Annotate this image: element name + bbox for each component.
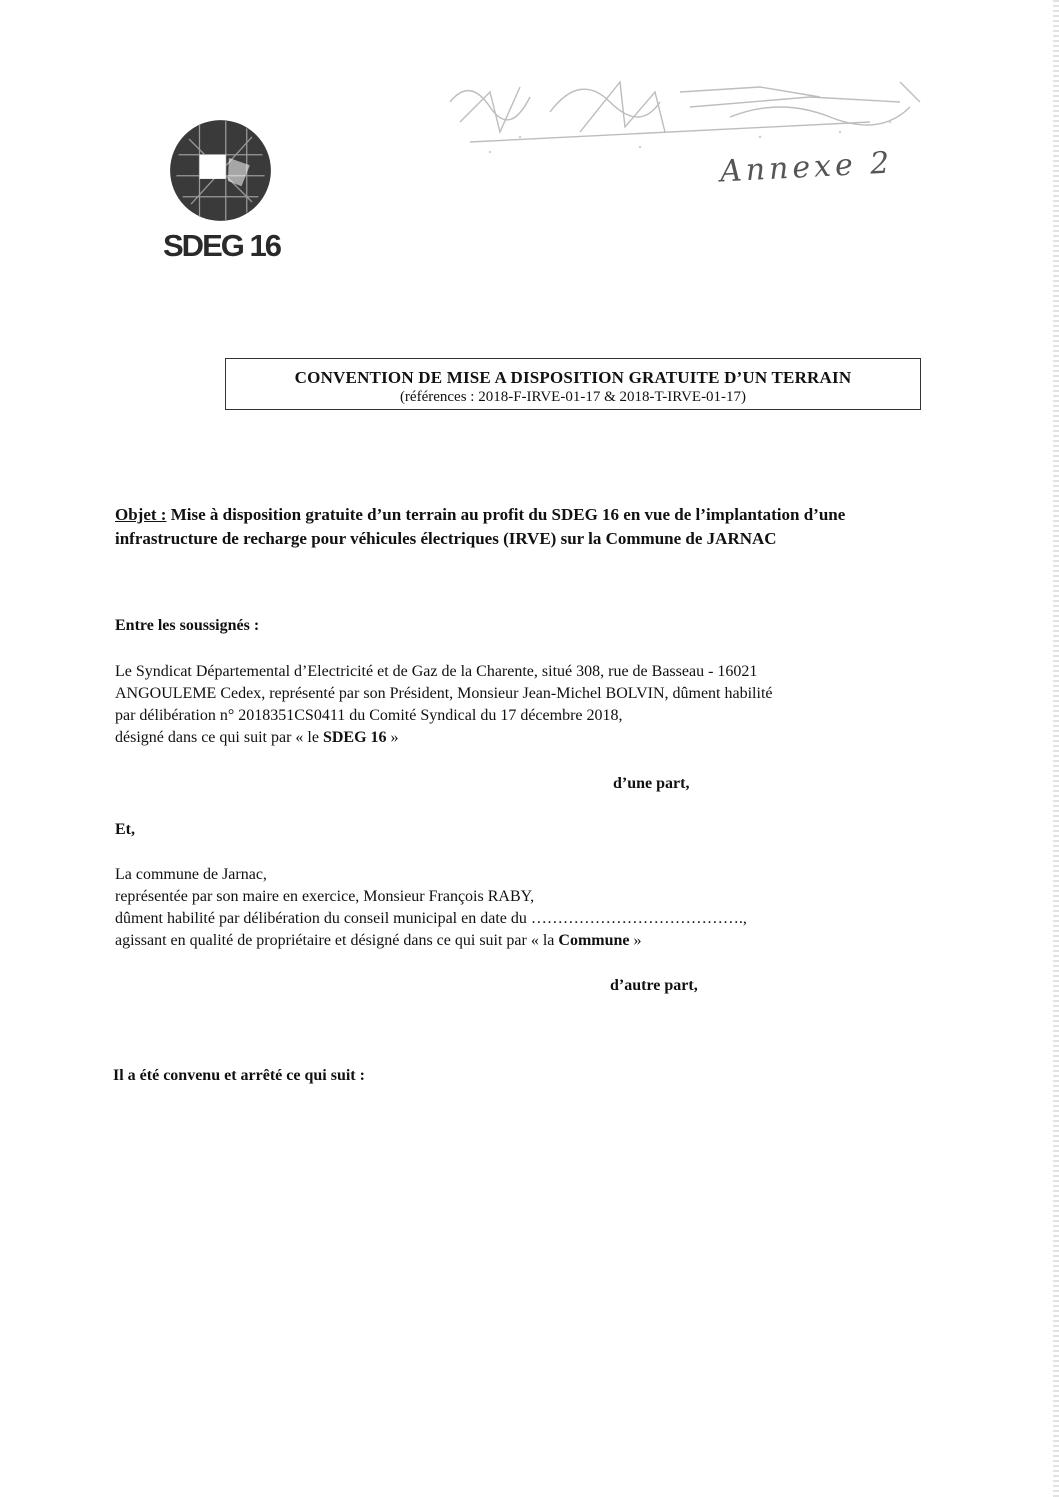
agreed-heading: Il a été convenu et arrêté ce qui suit : — [113, 1067, 365, 1084]
document-references: (références : 2018-F-IRVE-01-17 & 2018-T-IRVE-01-17) — [399, 389, 747, 405]
party2-line4 — [115, 930, 935, 952]
object-text: Mise à disposition gratuite d’un terrain au profit du SDEG 16 en vue de l’implantation d’une infrastructure de recharge pour véhicules électriques (IRVE) sur la Commune de JARNAC — [115, 505, 846, 548]
party2-line3: dûment habilité par délibération du conseil municipal en date du …………………………………., — [115, 910, 747, 927]
party1-block — [115, 661, 935, 749]
party2-line1: La commune de Jarnac, — [115, 866, 267, 883]
handwritten-annotation: Annexe 2 — [719, 145, 895, 190]
party1-line4-suffix: » — [386, 729, 399, 746]
party1-closing: d’une part, — [613, 775, 690, 792]
sdeg-logo-icon — [168, 118, 273, 223]
scan-edge-artifact — [1053, 0, 1059, 1497]
party2-block — [115, 864, 935, 952]
sdeg-logo-text: SDEG 16 — [163, 228, 280, 263]
title-box — [225, 358, 921, 410]
document-title: CONVENTION DE MISE A DISPOSITION GRATUITE D’UN TERRAIN — [294, 368, 852, 387]
party2-closing: d’autre part, — [610, 977, 698, 994]
party1-line4-bold: SDEG 16 — [322, 729, 387, 746]
between-heading: Entre les soussignés : — [115, 617, 260, 634]
and-heading: Et, — [115, 821, 135, 838]
party1-line4 — [115, 727, 935, 749]
object-label: Objet : — [115, 505, 167, 524]
party1-line4-prefix: désigné dans ce qui suit par « le — [115, 729, 323, 746]
party1-line1: Le Syndicat Départemental d’Electricité et de Gaz de la Charente, situé 308, rue de Basseau - 16021 — [115, 663, 758, 680]
object-paragraph — [115, 503, 925, 551]
party2-line4-suffix: » — [629, 932, 642, 949]
party2-line4-prefix: agissant en qualité de propriétaire et désigné dans ce qui suit par « la — [115, 932, 559, 949]
party2-line4-bold: Commune — [558, 932, 630, 949]
party2-line2: représentée par son maire en exercice, Monsieur François RABY, — [115, 888, 535, 905]
party1-line2: ANGOULEME Cedex, représenté par son Président, Monsieur Jean-Michel BOLVIN, dûment habilité — [115, 685, 773, 702]
party1-line3: par délibération n° 2018351CS0411 du Comité Syndical du 17 décembre 2018, — [115, 707, 623, 724]
